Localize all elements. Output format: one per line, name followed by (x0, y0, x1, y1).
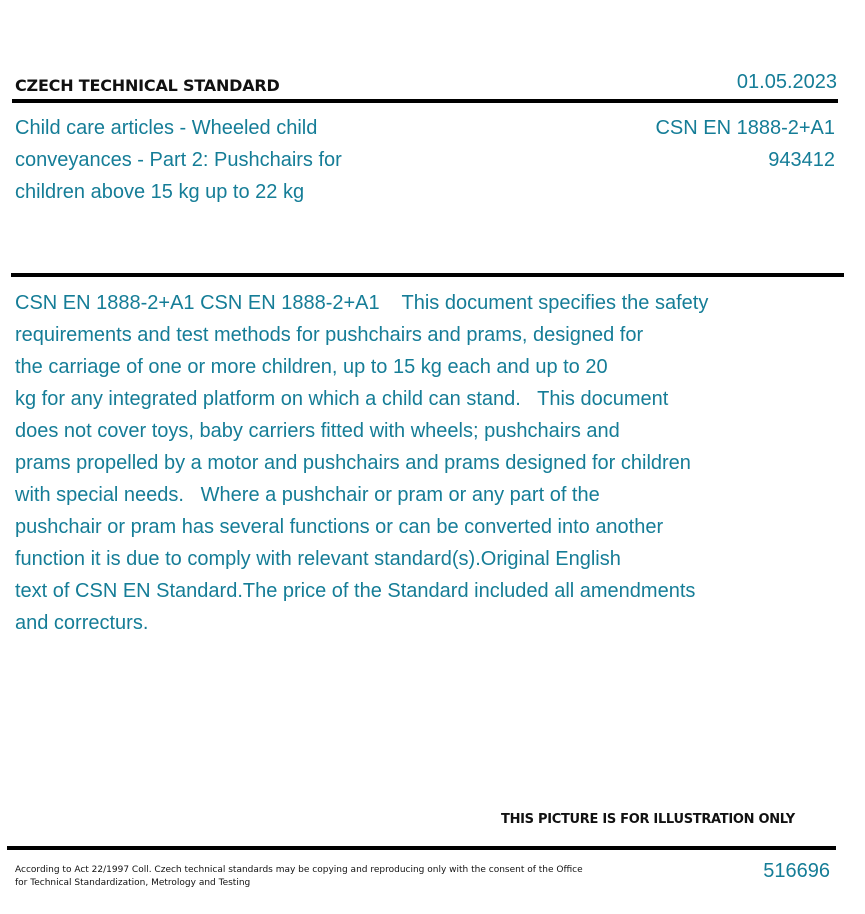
copyright-note-line: According to Act 22/1997 Coll. Czech technical standards may be copying and reproducing only with the consent of the Office (15, 865, 583, 875)
description-line: requirements and test methods for pushchairs and prams, designed for (15, 324, 644, 346)
copyright-note (15, 864, 615, 890)
description-line: kg for any integrated platform on which a child can stand. This document (15, 388, 669, 410)
description-line: and correcturs. (15, 612, 149, 634)
standard-code: CSN EN 1888-2+A1 (655, 117, 835, 139)
top-divider (12, 99, 838, 103)
description-line: text of CSN EN Standard.The price of the Standard included all amendments (15, 580, 696, 602)
standard-type-label: CZECH TECHNICAL STANDARD (15, 76, 280, 95)
catalog-number: 943412 (768, 149, 835, 171)
description-line: CSN EN 1888-2+A1 CSN EN 1888-2+A1 This document specifies the safety (15, 292, 709, 314)
copyright-note-line: for Technical Standardization, Metrology and Testing (15, 878, 251, 888)
standard-identifiers (655, 112, 835, 176)
description-line: the carriage of one or more children, up to 15 kg each and up to 20 (15, 356, 608, 378)
illustration-disclaimer: THIS PICTURE IS FOR ILLUSTRATION ONLY (501, 812, 795, 827)
middle-divider (11, 273, 844, 277)
standard-description (15, 287, 845, 639)
document-number: 516696 (763, 860, 830, 882)
publication-date: 01.05.2023 (736, 71, 837, 93)
description-line: does not cover toys, baby carriers fitted with wheels; pushchairs and (15, 420, 620, 442)
description-line: with special needs. Where a pushchair or pram or any part of the (15, 484, 600, 506)
standard-title: Child care articles - Wheeled child conveyances - Part 2: Pushchairs for children above 15 kg up to 22 kg (15, 117, 342, 203)
description-line: prams propelled by a motor and pushchairs and prams designed for children (15, 452, 691, 474)
bottom-divider (7, 846, 836, 850)
description-line: pushchair or pram has several functions or can be converted into another (15, 516, 664, 538)
description-line: function it is due to comply with relevant standard(s).Original English (15, 548, 621, 570)
